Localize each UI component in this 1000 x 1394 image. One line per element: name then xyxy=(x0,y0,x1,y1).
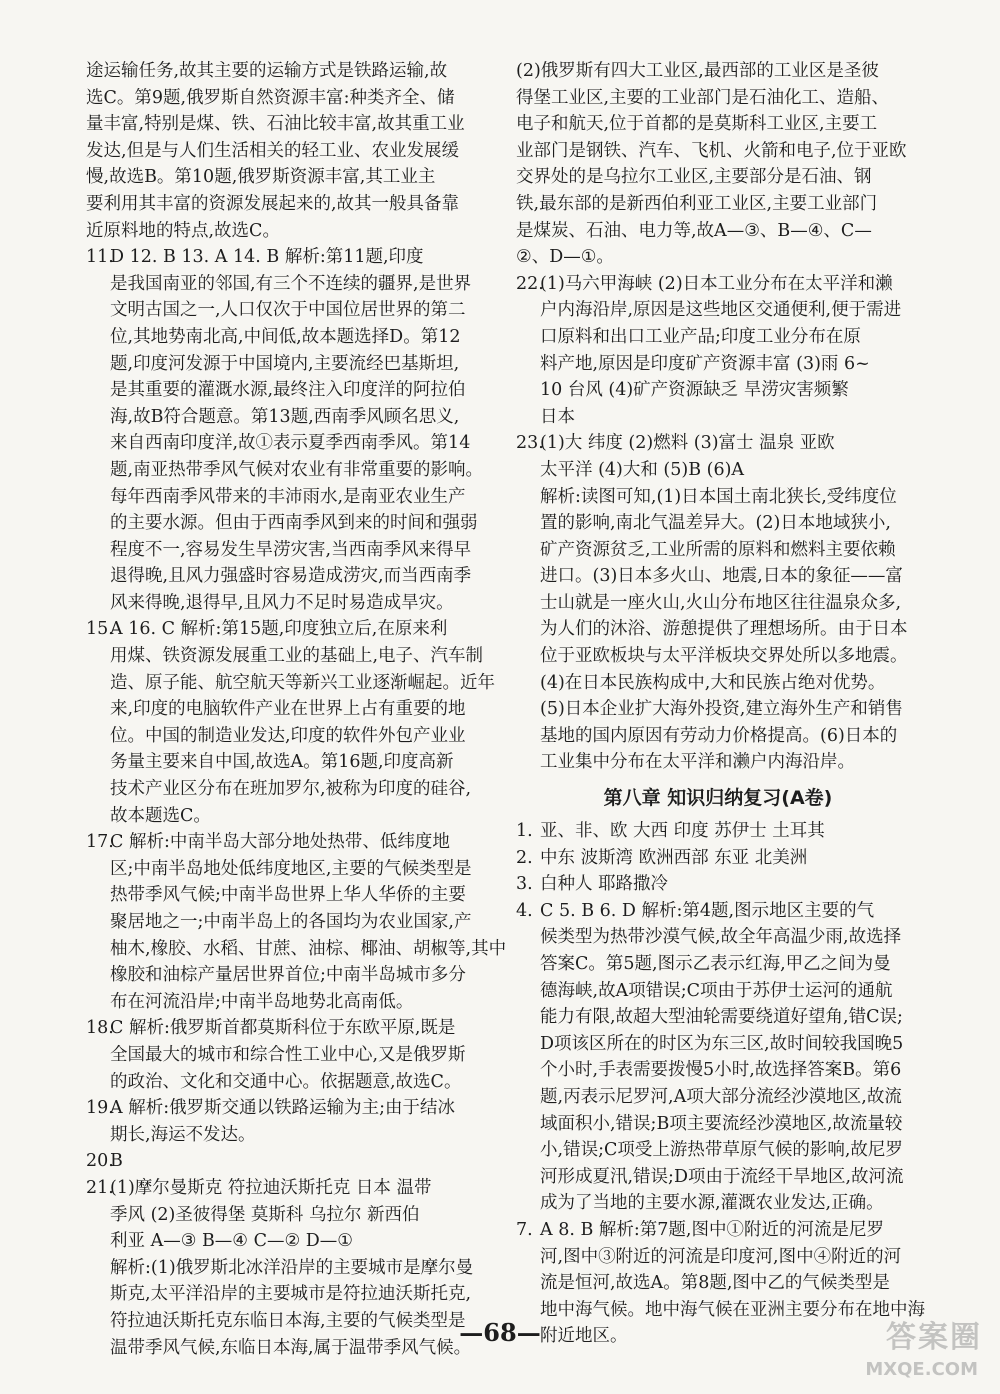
text-line: C 解析:俄罗斯首都莫斯科位于东欧平原,既是 xyxy=(110,1018,456,1039)
watermark-text: 答案圈 xyxy=(886,1320,982,1355)
item-number: 7. xyxy=(516,1219,533,1240)
text-line: 基地的国内原因有劳动力价格提高。(6)日本的 xyxy=(540,725,898,746)
text-line: 近原料地的特点,故选C。 xyxy=(86,220,280,241)
answer-item xyxy=(516,818,920,845)
chapter-heading: 第八章 知识归纳复习(A卷) xyxy=(603,787,833,810)
text-line: 区;中南半岛地处低纬度地区,主要的气候类型是 xyxy=(110,858,472,879)
item-number: 19. xyxy=(86,1098,114,1119)
text-line: 域面积小,错误;B项主要流经沙漠地区,故流量较 xyxy=(540,1113,903,1134)
text-line: 柚木,橡胶、水稻、甘蔗、油棕、椰油、胡椒等,其中 xyxy=(110,938,507,959)
text-line: 置的影响,南北气温差异大。(2)日本地域狭小, xyxy=(540,513,891,534)
text-line: 日本 xyxy=(540,406,575,427)
text-line: 热带季风气候;中南半岛世界上华人华侨的主要 xyxy=(110,885,466,906)
text-line: 题,印度河发源于中国境内,主要流经巴基斯坦, xyxy=(110,353,460,374)
item-number: 18. xyxy=(86,1018,114,1039)
text-line: 太平洋 (4)大和 (5)B (6)A xyxy=(540,459,745,480)
text-line: 附近地区。 xyxy=(540,1326,628,1347)
text-line: 成为了当地的主要水源,灌溉农业发达,正确。 xyxy=(540,1193,884,1214)
text-line: 电子和航天,位于首都的是莫斯科工业区,主要工 xyxy=(516,114,878,135)
answer-item xyxy=(516,430,920,776)
text-line: 途运输任务,故其主要的运输方式是铁路运输,故 xyxy=(86,61,448,81)
answer-item xyxy=(86,1095,488,1148)
text-line: (2)俄罗斯有四大工业区,最西部的工业区是圣彼 xyxy=(516,61,879,81)
text-line: (5)日本企业扩大海外投资,建立海外生产和销售 xyxy=(540,699,903,720)
answer-item xyxy=(516,871,920,898)
text-line: 铁,最东部的是新西伯利亚工业区,主要工业部门 xyxy=(516,193,878,214)
text-line: B xyxy=(110,1151,123,1172)
item-number: 22. xyxy=(516,273,544,294)
item-number: 21. xyxy=(86,1177,114,1198)
text-line: 故本题选C。 xyxy=(110,805,211,826)
item-number: 23. xyxy=(516,433,544,454)
text-line: 亚、非、欧 大西 印度 苏伊士 土耳其 xyxy=(540,821,825,842)
text-line: ②、D—①。 xyxy=(516,247,614,268)
text-line: (4)在日本民族构成中,大和民族占绝对优势。 xyxy=(540,672,886,693)
page-number: —68— xyxy=(459,1318,541,1347)
text-line: 是我国南亚的邻国,有三个不连续的疆界,是世界 xyxy=(110,273,472,294)
text-line: 来,印度的电脑软件产业在世界上占有重要的地 xyxy=(110,699,466,720)
text-line: 河形成夏汛,错误;D项由于流经干旱地区,故河流 xyxy=(540,1166,904,1187)
text-line: 口原料和出口工业产品;印度工业分布在原 xyxy=(540,326,861,347)
text-line: 全国最大的城市和综合性工业中心,又是俄罗斯 xyxy=(110,1044,466,1065)
item-number: 4. xyxy=(516,900,533,921)
text-line: 题,丙表示尼罗河,A项大部分流经沙漠地区,故流 xyxy=(540,1086,902,1107)
text-line: 退得晚,且风力强盛时容易造成涝灾,而当西南季 xyxy=(110,566,472,587)
answer-continuation xyxy=(516,58,920,271)
text-line: 慢,故选B。第10题,俄罗斯资源丰富,其工业主 xyxy=(86,167,436,188)
text-line: 要利用其丰富的资源发展起来的,故其一般具备靠 xyxy=(86,193,460,214)
item-number: 1. xyxy=(516,821,533,842)
answer-item xyxy=(86,616,495,829)
text-line: 小,错误;C项受上游热带草原气候的影响,故尼罗 xyxy=(540,1140,903,1161)
answer-item xyxy=(516,898,920,1217)
right-column xyxy=(516,58,925,1350)
answer-item xyxy=(516,845,920,872)
text-line: 来自西南印度洋,故①表示夏季西南季风。第14 xyxy=(110,433,471,454)
answer-continuation xyxy=(86,58,488,244)
item-number: 15. xyxy=(86,619,114,640)
item-number: 3. xyxy=(516,874,533,895)
text-line: 工业集中分布在太平洋和濑户内海沿岸。 xyxy=(540,752,855,773)
text-line: 题,南亚热带季风气候对农业有非常重要的影响。 xyxy=(110,459,484,480)
text-line: 选C。第9题,俄罗斯自然资源丰富:种类齐全、储 xyxy=(86,87,455,108)
text-line: 聚居地之一;中南半岛上的各国均为农业国家,产 xyxy=(110,912,472,932)
text-line: 白种人 耶路撒冷 xyxy=(540,874,669,895)
text-line: 矿产资源贫乏,工业所需的原料和燃料主要依赖 xyxy=(540,539,896,560)
text-line: 料产地,原因是印度矿产资源丰富 (3)雨 6~ xyxy=(540,353,870,374)
text-line: 中东 波斯湾 欧洲西部 东亚 北美洲 xyxy=(540,847,808,868)
text-line: 解析:读图可知,(1)日本国土南北狭长,受纬度位 xyxy=(540,486,897,507)
item-number: 11. xyxy=(86,247,114,268)
text-line: 布在河流沿岸;中南半岛地势北高南低。 xyxy=(110,991,414,1012)
text-line: 户内海沿岸,原因是这些地区交通便利,便于需进 xyxy=(540,300,902,321)
text-line: 士山就是一座火山,火山分布地区往往温泉众多, xyxy=(540,592,902,613)
text-line: 位。中国的制造业发达,印度的软件外包产业业 xyxy=(110,725,466,746)
text-line: 解析:(1)俄罗斯北冰洋沿岸的主要城市是摩尔曼 xyxy=(110,1257,474,1278)
text-line: 位,其地势南北高,中间低,故本题选择D。第12 xyxy=(110,326,461,347)
text-line: 橡胶和油棕产量居世界首位;中南半岛城市多分 xyxy=(110,965,466,986)
text-line: D项该区所在的时区为东三区,故时间较我国晚5 xyxy=(540,1033,904,1054)
text-line: (1)摩尔曼斯克 符拉迪沃斯托克 日本 温带 xyxy=(110,1177,432,1198)
text-line: D 12. B 13. A 14. B 解析:第11题,印度 xyxy=(110,247,424,268)
text-line: 答案C。第5题,图示乙表示红海,甲乙之间为曼 xyxy=(540,954,891,974)
text-line: 候类型为热带沙漠气候,故全年高温少雨,故选择 xyxy=(540,927,902,948)
text-line: 用煤、铁资源发展重工业的基础上,电子、汽车制 xyxy=(110,646,484,667)
answer-item xyxy=(86,1148,488,1175)
answer-item xyxy=(516,271,920,431)
watermark-logo xyxy=(844,1312,982,1382)
text-line: 交界处的是乌拉尔工业区,主要部分是石油、钢 xyxy=(516,167,872,188)
text-line: 能力有限,故超大型油轮需要绕道好望角,错C误; xyxy=(540,1007,903,1028)
text-line: 利亚 A—③ B—④ C—② D—① xyxy=(110,1231,353,1252)
text-line: 每年西南季风带来的丰沛雨水,是南亚农业生产 xyxy=(110,486,466,507)
item-number: 2. xyxy=(516,847,533,868)
text-line: 位于亚欧板块与太平洋板块交界处所以多地震。 xyxy=(540,646,908,667)
item-number: 17. xyxy=(86,832,114,853)
text-line: 是其重要的灌溉水源,最终注入印度洋的阿拉伯 xyxy=(110,380,466,401)
text-line: 季风 (2)圣彼得堡 莫斯科 乌拉尔 新西伯 xyxy=(110,1204,420,1225)
text-line: 量丰富,特别是煤、铁、石油比较丰富,故其重工业 xyxy=(86,114,465,135)
text-line: 得堡工业区,主要的工业部门是石油化工、造船、 xyxy=(516,87,890,108)
text-line: 的主要水源。但由于西南季风到来的时间和强弱 xyxy=(110,513,478,534)
text-line: 温带季风气候,东临日本海,属于温带季风气候。 xyxy=(110,1337,472,1358)
text-line: 程度不一,容易发生旱涝灾害,当西南季风来得早 xyxy=(110,539,472,560)
text-line: 技术产业区分布在班加罗尔,被称为印度的硅谷, xyxy=(110,779,472,800)
text-line: A 16. C 解析:第15题,印度独立后,在原来利 xyxy=(110,619,448,640)
text-line: 斯克,太平洋沿岸的主要城市是符拉迪沃斯托克, xyxy=(110,1284,472,1305)
text-line: 业部门是钢铁、汽车、飞机、火箭和电子,位于亚欧 xyxy=(516,140,907,161)
text-line: (1)马六甲海峡 (2)日本工业分布在太平洋和濑 xyxy=(540,273,893,294)
text-line: 德海峡,故A项错误;C项由于苏伊士运河的通航 xyxy=(540,980,893,1001)
text-line: 流是恒河,故选A。第8题,图中乙的气候类型是 xyxy=(540,1273,890,1294)
text-line: 河,图中③附近的河流是印度河,图中④附近的河 xyxy=(540,1246,902,1267)
text-line: 文明古国之一,人口仅次于中国位居世界的第二 xyxy=(110,300,466,321)
answer-item xyxy=(86,244,488,616)
item-number: 20. xyxy=(86,1151,114,1172)
text-line: 发达,但是与人们生活相关的轻工业、农业发展缓 xyxy=(86,140,460,161)
text-line: 地中海气候。地中海气候在亚洲主要分布在地中海 xyxy=(540,1299,925,1320)
text-line: 符拉迪沃斯托克东临日本海,主要的气候类型是 xyxy=(110,1310,466,1331)
text-line: 为人们的沐浴、游憩提供了理想场所。由于日本 xyxy=(540,619,908,640)
watermark-url: MXQE.COM xyxy=(865,1359,978,1380)
text-line: 10 台风 (4)矿产资源缺乏 旱涝灾害频繁 xyxy=(540,380,849,401)
text-line: A 8. B 解析:第7题,图中①附近的河流是尼罗 xyxy=(540,1219,884,1240)
text-line: A 解析:俄罗斯交通以铁路运输为主;由于结冰 xyxy=(110,1098,455,1119)
text-line: 造、原子能、航空航天等新兴工业逐渐崛起。近年 xyxy=(110,672,495,693)
answer-item xyxy=(86,1015,488,1095)
answer-item xyxy=(86,829,507,1015)
text-line: 海,故B符合题意。第13题,西南季风顾名思义, xyxy=(110,406,460,427)
text-line: 风来得晚,退得早,且风力不足时易造成旱灾。 xyxy=(110,592,454,613)
text-line: C 解析:中南半岛大部分地处热带、低纬度地 xyxy=(110,832,450,853)
text-line: 的政治、文化和交通中心。依据题意,故选C。 xyxy=(110,1071,462,1092)
text-line: 期长,海运不发达。 xyxy=(110,1124,256,1145)
text-line: 个小时,手表需要拨慢5小时,故选择答案B。第6 xyxy=(540,1060,902,1081)
text-line: C 5. B 6. D 解析:第4题,图示地区主要的气 xyxy=(540,900,875,921)
text-line: 进口。(3)日本多火山、地震,日本的象征——富 xyxy=(540,566,903,587)
text-line: 务量主要来自中国,故选A。第16题,印度高新 xyxy=(110,752,454,773)
text-line: (1)大 纬度 (2)燃料 (3)富士 温泉 亚欧 xyxy=(540,433,835,454)
text-line: 是煤炭、石油、电力等,故A—③、B—④、C— xyxy=(516,220,872,241)
